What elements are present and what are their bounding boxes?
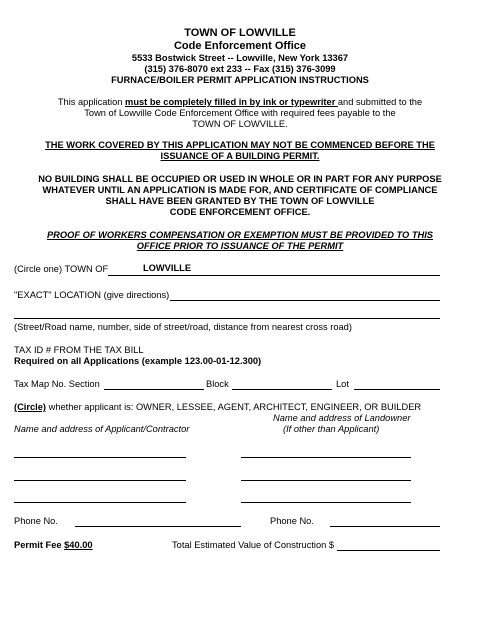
landowner-address-line-2[interactable] <box>241 480 411 481</box>
location-label: "EXACT" LOCATION (give directions) <box>14 290 170 300</box>
location-field-line-2[interactable] <box>14 318 440 319</box>
applicant-label: Name and address of Applicant/Contractor <box>14 424 190 434</box>
circle-word: (Circle) <box>14 402 47 412</box>
permit-fee-value: $40.00 <box>64 540 93 550</box>
warning-line-2: ISSUANCE OF A BUILDING PERMIT. <box>160 151 320 161</box>
town-field-value: LOWVILLE <box>143 263 192 273</box>
town-field-line[interactable] <box>108 275 440 276</box>
total-value-label: Total Estimated Value of Construction $ <box>172 540 335 550</box>
town-heading: TOWN OF LOWVILLE <box>184 27 296 39</box>
phone-left-label: Phone No. <box>14 516 58 526</box>
intro-line-2: Town of Lowville Code Enforcement Office with required fees payable to the <box>84 108 396 118</box>
block-field-line[interactable] <box>232 389 332 390</box>
intro-pre: This application <box>57 97 126 107</box>
occupancy-line-2: WHATEVER UNTIL AN APPLICATION IS MADE FOR, AND CERTIFICATE OF COMPLIANCE <box>42 185 438 195</box>
location-field-line[interactable] <box>170 300 440 301</box>
landowner-label: Name and address of Landowner <box>273 413 411 423</box>
town-field-label <box>14 264 108 274</box>
office-address: 5533 Bostwick Street -- Lowville, New York 13367 <box>131 53 349 63</box>
intro-line-3: TOWN OF LOWVILLE. <box>192 119 288 129</box>
if-other-label: (If other than Applicant) <box>283 424 380 434</box>
landowner-address-line-3[interactable] <box>241 502 411 503</box>
applicant-address-line-3[interactable] <box>14 502 186 503</box>
lot-label: Lot <box>336 379 349 389</box>
phone-right-line[interactable] <box>330 526 440 527</box>
intro-line-1 <box>0 97 480 107</box>
applicant-address-line-2[interactable] <box>14 480 186 481</box>
permit-fee-label: Permit Fee <box>14 540 65 550</box>
applicant-is-text: whether applicant is: OWNER, LESSEE, AGENT, ARCHITECT, ENGINEER, OR BUILDER <box>46 402 422 412</box>
office-heading: Code Enforcement Office <box>173 40 307 52</box>
tax-id-label: TAX ID # FROM THE TAX BILL <box>14 345 144 355</box>
workers-comp-line-2: OFFICE PRIOR TO ISSUANCE OF THE PERMIT <box>136 241 344 251</box>
landowner-address-line-1[interactable] <box>241 457 411 458</box>
permit-fee <box>14 540 93 550</box>
phone-left-line[interactable] <box>75 526 241 527</box>
total-value-line[interactable] <box>337 550 440 551</box>
tax-map-label: Tax Map No. Section <box>14 379 100 389</box>
intro-post: and submitted to the <box>337 97 423 107</box>
phone-right-label: Phone No. <box>270 516 314 526</box>
block-label: Block <box>206 379 229 389</box>
intro-emphasis: must be completely filled in by ink or typewriter <box>125 97 338 107</box>
warning-line-1: THE WORK COVERED BY THIS APPLICATION MAY NOT BE COMMENCED BEFORE THE <box>45 140 435 150</box>
office-phone: (315) 376-8070 ext 233 -- Fax (315) 376-3099 <box>144 64 336 74</box>
occupancy-line-1: NO BUILDING SHALL BE OCCUPIED OR USED IN WHOLE OR IN PART FOR ANY PURPOSE <box>38 174 442 184</box>
applicant-type-line <box>14 402 421 412</box>
applicant-address-line-1[interactable] <box>14 457 186 458</box>
lot-field-line[interactable] <box>354 389 440 390</box>
circle-one-label: (Circle one) <box>14 264 63 274</box>
form-title: FURNACE/BOILER PERMIT APPLICATION INSTRUCTIONS <box>111 75 369 85</box>
tax-id-required: Required on all Applications (example 123.00-01-12.300) <box>14 356 262 366</box>
section-field-line[interactable] <box>104 389 204 390</box>
occupancy-line-4: CODE ENFORCEMENT OFFICE. <box>169 207 311 217</box>
workers-comp-line-1: PROOF OF WORKERS COMPENSATION OR EXEMPTION MUST BE PROVIDED TO THIS <box>46 230 433 240</box>
street-note: (Street/Road name, number, side of street/road, distance from nearest cross road) <box>14 322 352 332</box>
occupancy-line-3: SHALL HAVE BEEN GRANTED BY THE TOWN OF LOWVILLE <box>105 196 375 206</box>
town-of-label: TOWN OF <box>62 264 109 274</box>
